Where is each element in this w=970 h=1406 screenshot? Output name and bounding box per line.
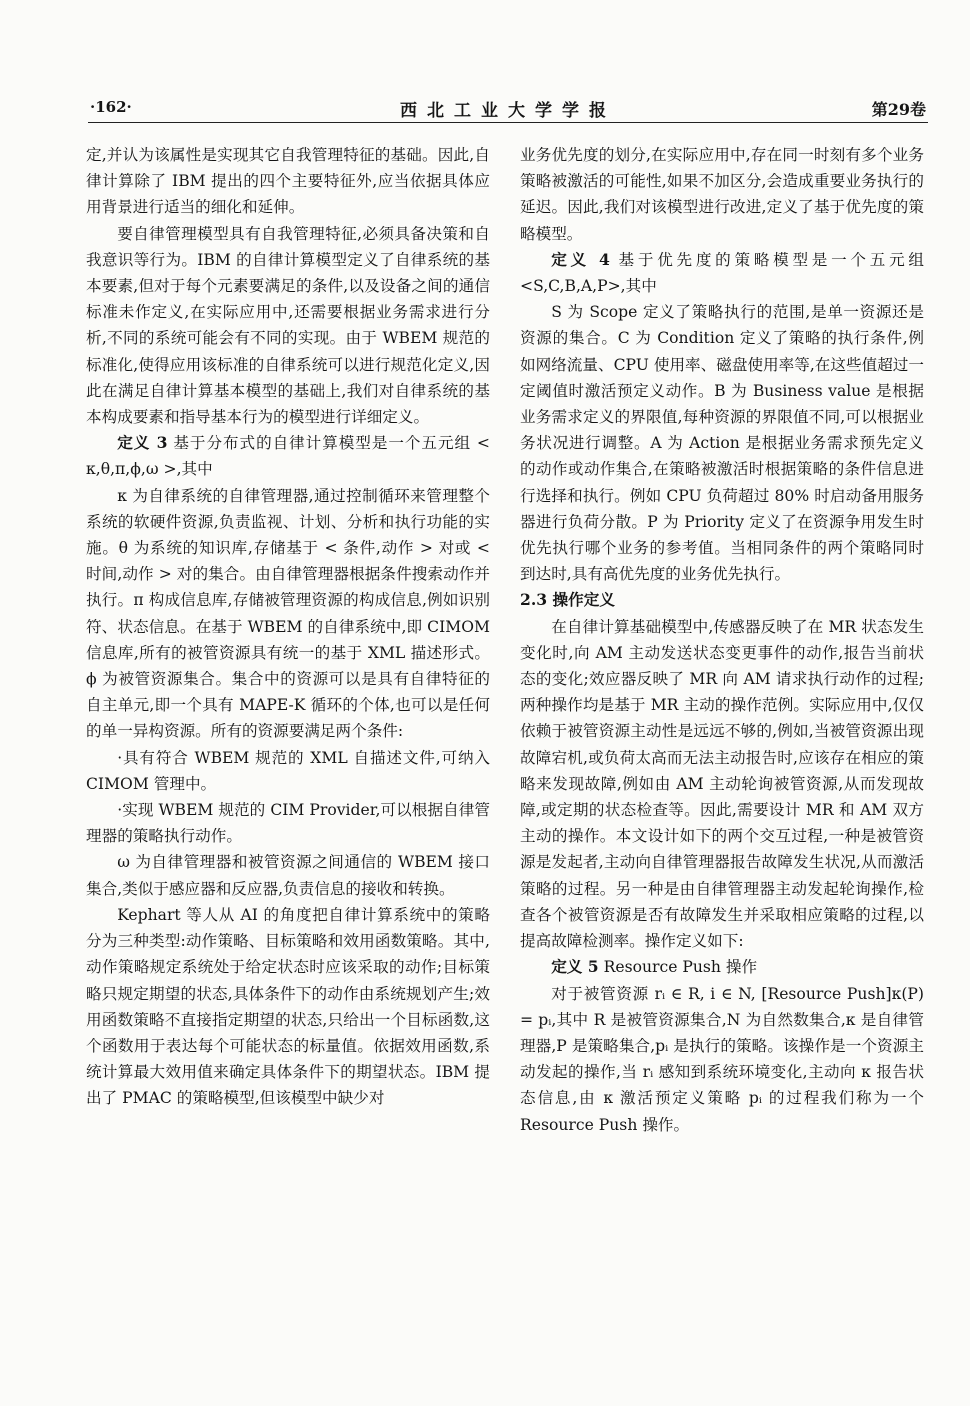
- page-number: ·162·: [90, 98, 132, 116]
- paragraph: 要自律管理模型具有自我管理特征,必须具备决策和自我意识等行为。IBM 的自律计算模型定义了自律系统的基本要素,但对于每个元素要满足的条件,以及设备之间的通信标准未作定义,在实际应用中,还需要根据业务需求进行分析,不同的系统可能会有不同的实现。由于 WBEM 规范的标准化,使得应用该标准的自律系统可以进行规范化定义,因此在满足自律计算基本模型的基础上,我们对自律系统的基本构成要素和指导基本行为的模型进行详细定义。: [86, 224, 490, 427]
- definition-4: [520, 247, 924, 299]
- left-column: [86, 142, 490, 1112]
- paragraph: ω 为自律管理器和被管资源之间通信的 WBEM 接口集合,类似于感应器和反应器,负责信息的接收和转换。: [86, 853, 490, 898]
- bullet-item: ·具有符合 WBEM 规范的 XML 自描述文件,可纳入 CIMOM 管理中。: [86, 748, 490, 793]
- section-heading: 2.3 操作定义: [520, 590, 615, 610]
- running-header: [88, 94, 928, 123]
- paragraph: Kephart 等人从 AI 的角度把自律计算系统中的策略分为三种类型:动作策略、目标策略和效用函数策略。其中,动作策略规定系统处于给定状态时应该采取的动作;目标策略只规定期望的状态,具体条件下的动作由系统规划产生;效用函数策略不直接指定期望的状态,只给出一个目标函数,这个函数用于表达每个可能状态的标量值。依据效用函数,系统计算最大效用值来确定具体条件下的期望状态。IBM 提出了 PMAC 的策略模型,但该模型中缺少对: [86, 905, 490, 1108]
- paragraph: 定,并认为该属性是实现其它自我管理特征的基础。因此,自律计算除了 IBM 提出的四个主要特征外,应当依据具体应用背景进行适当的细化和延伸。: [86, 146, 490, 217]
- definition-label: 定义 5: [551, 957, 599, 977]
- journal-title: 西北工业大学学报: [400, 101, 616, 121]
- paragraph: S 为 Scope 定义了策略执行的范围,是单一资源还是资源的集合。C 为 Condition 定义了策略的执行条件,例如网络流量、CPU 使用率、磁盘使用率等,在这些值超过一定阈值时激活预定义动作。B 为 Business value 是根据业务需求定义的界限值,每种资源的界限值不同,可以根据业务状况进行调整。A 为 Action 是根据业务需求预先定义的动作或动作集合,在策略被激活时根据策略的条件信息进行选择和执行。例如 CPU 负荷超过 80% 时启动备用服务器进行负荷分散。P 为 Priority 定义了在资源争用发生时优先执行哪个业务的参考值。当相同条件的两个策略同时到达时,具有高优先度的业务优先执行。: [520, 303, 924, 584]
- definition-label: 定义 4: [551, 249, 610, 269]
- paragraph: 业务优先度的划分,在实际应用中,存在同一时刻有多个业务策略被激活的可能性,如果不加区分,会造成重要业务执行的延迟。因此,我们对该模型进行改进,定义了基于优先度的策略模型。: [520, 146, 924, 243]
- paragraph: 在自律计算基础模型中,传感器反映了在 MR 状态发生变化时,向 AM 主动发送状态变更事件的动作,报告当前状态的变化;效应器反映了 MR 向 AM 请求执行动作的过程;两种操作均是基于 MR 主动的操作范例。实际应用中,仅仅依赖于被管资源主动性是远远不够的,例如,当被管资源出现故障宕机,或负荷太高而无法主动报告时,应该存在相应的策略来发现故障,例如由 AM 主动轮询被管资源,从而发现故障,或定期的状态检查等。因此,需要设计 MR 和 AM 双方主动的操作。本文设计如下的两个交互过程,一种是被管资源是发起者,主动向自律管理器报告故障发生状况,从而激活策略的过程。另一种是由自律管理器主动发起轮询操作,检查各个被管资源是否有故障发生并采取相应策略的过程,以提高故障检测率。操作定义如下:: [520, 617, 924, 951]
- definition-text: 基于优先度的策略模型是一个五元组 <S,C,B,A,P>,其中: [520, 250, 925, 296]
- definition-5: [520, 954, 924, 980]
- definition-label: 定义 3: [117, 433, 168, 453]
- paragraph: κ 为自律系统的自律管理器,通过控制循环来管理整个系统的软硬件资源,负责监视、计划、分析和执行功能的实施。θ 为系统的知识库,存储基于 < 条件,动作 > 对或 < 时间,动作 > 对的集合。由自律管理器根据条件搜索动作并执行。π 构成信息库,存储被管理资源的构成信息,例如识别符、状态信息。在基于 WBEM 的自律系统中,即 CIMOM 信息库,所有的被管资源具有统一的基于 XML 描述形式。ϕ 为被管资源集合。集合中的资源可以是具有自律特征的自主单元,即一个具有 MAPE-K 循环的个体,也可以是任何的单一异构资源。所有的资源要满足两个条件:: [86, 486, 490, 741]
- right-column: [520, 142, 924, 1138]
- volume-label: 第29卷: [871, 100, 926, 119]
- definition-3: [86, 430, 490, 482]
- definition-text: 基于分布式的自律计算模型是一个五元组 < κ,θ,π,ϕ,ω >,其中: [86, 434, 490, 479]
- paragraph: 对于被管资源 rᵢ ∈ R, i ∈ N, [Resource Push]κ(P) = pᵢ,其中 R 是被管资源集合,N 为自然数集合,κ 是自律管理器,P 是策略集合,pᵢ 是执行的策略。该操作是一个资源主动发起的操作,当 rᵢ 感知到系统环境变化,主动向 κ 报告状态信息,由 κ 激活预定义策略 pᵢ 的过程我们称为一个 Resource Push 操作。: [520, 984, 924, 1134]
- bullet-item: ·实现 WBEM 规范的 CIM Provider,可以根据自律管理器的策略执行动作。: [86, 801, 490, 846]
- definition-text: Resource Push 操作: [598, 958, 758, 977]
